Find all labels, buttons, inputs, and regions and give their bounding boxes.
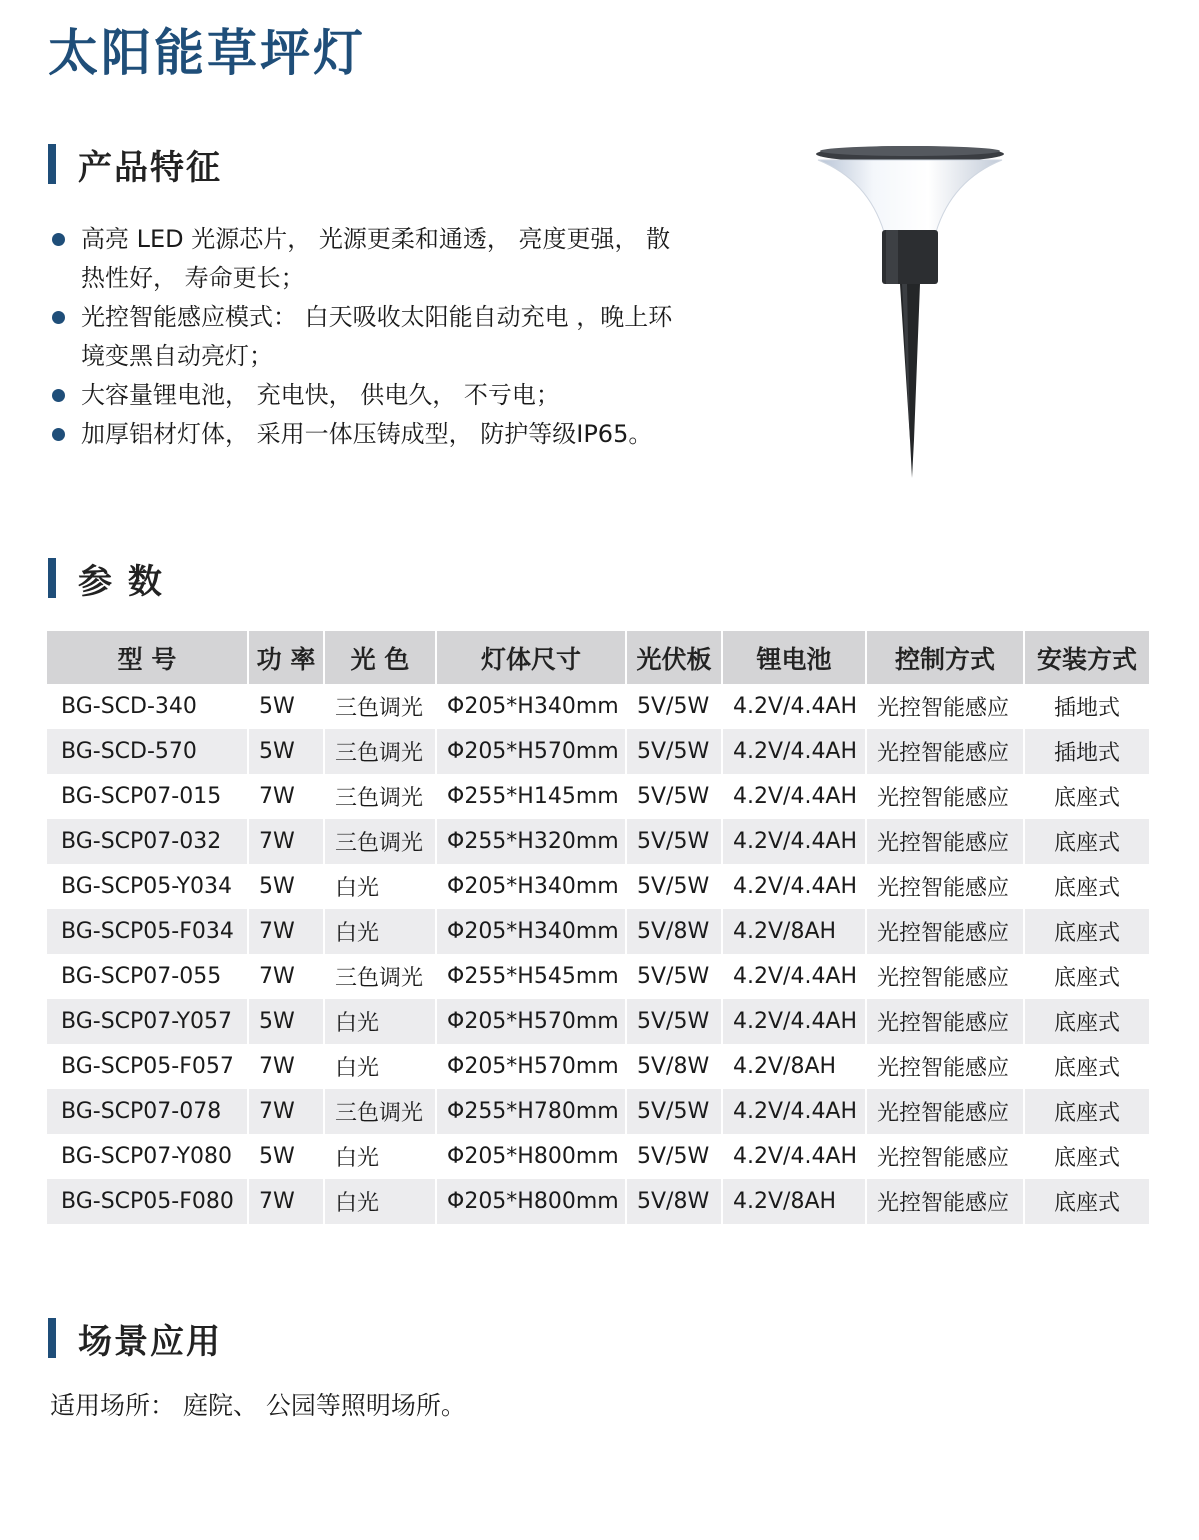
cell-light-color: 三色调光 bbox=[324, 684, 436, 729]
feature-text: 加厚铝材灯体， 采用一体压铸成型， 防护等级IP65。 bbox=[81, 420, 653, 448]
cell-model: BG-SCD-340 bbox=[47, 684, 248, 729]
section-heading-scene bbox=[48, 1316, 222, 1360]
feature-item bbox=[48, 415, 688, 454]
section-heading-params bbox=[48, 556, 164, 600]
cell-size: Φ255*H320mm bbox=[436, 819, 626, 864]
table-row bbox=[47, 774, 1149, 819]
page-title: 太阳能草坪灯 bbox=[48, 24, 366, 82]
cell-light-color: 白光 bbox=[324, 864, 436, 909]
cell-model: BG-SCD-570 bbox=[47, 729, 248, 774]
cell-control: 光控智能感应 bbox=[866, 684, 1024, 729]
cell-install: 底座式 bbox=[1024, 909, 1149, 954]
cell-solar-panel: 5V/5W bbox=[626, 1089, 722, 1134]
feature-text: 光控智能感应模式： 白天吸收太阳能自动充电 ，晚上环境变黑自动亮灯； bbox=[81, 303, 673, 370]
cell-solar-panel: 5V/5W bbox=[626, 1134, 722, 1179]
cell-size: Φ255*H545mm bbox=[436, 954, 626, 999]
cell-control: 光控智能感应 bbox=[866, 774, 1024, 819]
cell-solar-panel: 5V/5W bbox=[626, 819, 722, 864]
table-row bbox=[47, 954, 1149, 999]
table-row bbox=[47, 1044, 1149, 1089]
cell-control: 光控智能感应 bbox=[866, 819, 1024, 864]
cell-install: 底座式 bbox=[1024, 954, 1149, 999]
table-row bbox=[47, 729, 1149, 774]
cell-control: 光控智能感应 bbox=[866, 864, 1024, 909]
table-row bbox=[47, 999, 1149, 1044]
section-title-params: 参 数 bbox=[78, 561, 164, 602]
cell-solar-panel: 5V/5W bbox=[626, 954, 722, 999]
column-header-battery: 锂电池 bbox=[722, 631, 866, 684]
cell-control: 光控智能感应 bbox=[866, 1044, 1024, 1089]
cell-control: 光控智能感应 bbox=[866, 1134, 1024, 1179]
table-row bbox=[47, 1134, 1149, 1179]
column-header-power: 功 率 bbox=[248, 631, 324, 684]
cell-control: 光控智能感应 bbox=[866, 909, 1024, 954]
cell-size: Φ255*H780mm bbox=[436, 1089, 626, 1134]
cell-model: BG-SCP07-032 bbox=[47, 819, 248, 864]
cell-control: 光控智能感应 bbox=[866, 999, 1024, 1044]
cell-install: 底座式 bbox=[1024, 1134, 1149, 1179]
cell-control: 光控智能感应 bbox=[866, 729, 1024, 774]
cell-battery: 4.2V/8AH bbox=[722, 1044, 866, 1089]
scene-description: 适用场所： 庭院、 公园等照明场所。 bbox=[50, 1391, 466, 1420]
cell-size: Φ205*H340mm bbox=[436, 864, 626, 909]
cell-model: BG-SCP07-Y057 bbox=[47, 999, 248, 1044]
cell-battery: 4.2V/4.4AH bbox=[722, 819, 866, 864]
cell-solar-panel: 5V/5W bbox=[626, 684, 722, 729]
bullet-icon bbox=[52, 428, 65, 441]
cell-power: 5W bbox=[248, 1134, 324, 1179]
feature-item bbox=[48, 376, 688, 415]
section-accent-bar bbox=[48, 558, 56, 598]
cell-size: Φ205*H340mm bbox=[436, 684, 626, 729]
cell-battery: 4.2V/4.4AH bbox=[722, 729, 866, 774]
cell-size: Φ205*H800mm bbox=[436, 1134, 626, 1179]
cell-light-color: 三色调光 bbox=[324, 774, 436, 819]
cell-solar-panel: 5V/8W bbox=[626, 1044, 722, 1089]
section-title-scene: 场景应用 bbox=[78, 1321, 222, 1362]
cell-power: 7W bbox=[248, 954, 324, 999]
cell-install: 底座式 bbox=[1024, 1044, 1149, 1089]
cell-battery: 4.2V/4.4AH bbox=[722, 864, 866, 909]
cell-battery: 4.2V/4.4AH bbox=[722, 1089, 866, 1134]
section-title-features: 产品特征 bbox=[78, 147, 222, 188]
feature-text: 大容量锂电池， 充电快， 供电久， 不亏电； bbox=[81, 381, 560, 409]
cell-control: 光控智能感应 bbox=[866, 1179, 1024, 1224]
cell-light-color: 白光 bbox=[324, 1134, 436, 1179]
feature-item bbox=[48, 220, 688, 298]
cell-battery: 4.2V/8AH bbox=[722, 1179, 866, 1224]
column-header-light-color: 光 色 bbox=[324, 631, 436, 684]
cell-control: 光控智能感应 bbox=[866, 954, 1024, 999]
cell-install: 底座式 bbox=[1024, 1179, 1149, 1224]
cell-size: Φ255*H145mm bbox=[436, 774, 626, 819]
cell-power: 7W bbox=[248, 819, 324, 864]
table-row bbox=[47, 1089, 1149, 1134]
column-header-model: 型 号 bbox=[47, 631, 248, 684]
cell-solar-panel: 5V/5W bbox=[626, 999, 722, 1044]
cell-size: Φ205*H570mm bbox=[436, 999, 626, 1044]
table-row bbox=[47, 684, 1149, 729]
cell-size: Φ205*H800mm bbox=[436, 1179, 626, 1224]
cell-battery: 4.2V/4.4AH bbox=[722, 954, 866, 999]
section-heading-features bbox=[48, 142, 222, 186]
cell-light-color: 三色调光 bbox=[324, 1089, 436, 1134]
cell-battery: 4.2V/4.4AH bbox=[722, 684, 866, 729]
feature-text: 高亮 LED 光源芯片， 光源更柔和通透， 亮度更强， 散热性好， 寿命更长； bbox=[81, 225, 671, 292]
cell-power: 5W bbox=[248, 729, 324, 774]
cell-size: Φ205*H570mm bbox=[436, 729, 626, 774]
cell-install: 底座式 bbox=[1024, 819, 1149, 864]
table-row bbox=[47, 864, 1149, 909]
section-accent-bar bbox=[48, 144, 56, 184]
cell-light-color: 白光 bbox=[324, 999, 436, 1044]
table-header-row bbox=[47, 631, 1149, 684]
spec-table bbox=[47, 631, 1149, 1224]
table-row bbox=[47, 1179, 1149, 1224]
cell-power: 7W bbox=[248, 1044, 324, 1089]
cell-size: Φ205*H570mm bbox=[436, 1044, 626, 1089]
cell-power: 7W bbox=[248, 909, 324, 954]
cell-model: BG-SCP05-F034 bbox=[47, 909, 248, 954]
cell-power: 5W bbox=[248, 684, 324, 729]
bullet-icon bbox=[52, 233, 65, 246]
cell-install: 底座式 bbox=[1024, 999, 1149, 1044]
cell-power: 5W bbox=[248, 864, 324, 909]
cell-solar-panel: 5V/5W bbox=[626, 774, 722, 819]
cell-solar-panel: 5V/5W bbox=[626, 864, 722, 909]
cell-power: 7W bbox=[248, 1179, 324, 1224]
cell-light-color: 白光 bbox=[324, 909, 436, 954]
column-header-install: 安装方式 bbox=[1024, 631, 1149, 684]
product-image-solar-lawn-lamp bbox=[808, 140, 1018, 485]
cell-power: 5W bbox=[248, 999, 324, 1044]
cell-solar-panel: 5V/5W bbox=[626, 729, 722, 774]
feature-item bbox=[48, 298, 688, 376]
cell-install: 插地式 bbox=[1024, 729, 1149, 774]
feature-list bbox=[48, 220, 688, 454]
table-row bbox=[47, 909, 1149, 954]
cell-solar-panel: 5V/8W bbox=[626, 909, 722, 954]
table-row bbox=[47, 819, 1149, 864]
cell-light-color: 白光 bbox=[324, 1044, 436, 1089]
cell-model: BG-SCP05-F080 bbox=[47, 1179, 248, 1224]
cell-install: 底座式 bbox=[1024, 774, 1149, 819]
bullet-icon bbox=[52, 389, 65, 402]
cell-model: BG-SCP07-Y080 bbox=[47, 1134, 248, 1179]
column-header-solar-panel: 光伏板 bbox=[626, 631, 722, 684]
cell-size: Φ205*H340mm bbox=[436, 909, 626, 954]
column-header-control: 控制方式 bbox=[866, 631, 1024, 684]
cell-model: BG-SCP05-Y034 bbox=[47, 864, 248, 909]
cell-battery: 4.2V/4.4AH bbox=[722, 774, 866, 819]
cell-model: BG-SCP05-F057 bbox=[47, 1044, 248, 1089]
cell-light-color: 三色调光 bbox=[324, 819, 436, 864]
section-accent-bar bbox=[48, 1318, 56, 1358]
cell-battery: 4.2V/8AH bbox=[722, 909, 866, 954]
cell-battery: 4.2V/4.4AH bbox=[722, 1134, 866, 1179]
column-header-size: 灯体尺寸 bbox=[436, 631, 626, 684]
cell-battery: 4.2V/4.4AH bbox=[722, 999, 866, 1044]
cell-install: 插地式 bbox=[1024, 684, 1149, 729]
cell-light-color: 三色调光 bbox=[324, 954, 436, 999]
cell-control: 光控智能感应 bbox=[866, 1089, 1024, 1134]
cell-light-color: 三色调光 bbox=[324, 729, 436, 774]
cell-light-color: 白光 bbox=[324, 1179, 436, 1224]
cell-model: BG-SCP07-055 bbox=[47, 954, 248, 999]
cell-solar-panel: 5V/8W bbox=[626, 1179, 722, 1224]
cell-power: 7W bbox=[248, 1089, 324, 1134]
cell-install: 底座式 bbox=[1024, 1089, 1149, 1134]
cell-model: BG-SCP07-078 bbox=[47, 1089, 248, 1134]
cell-model: BG-SCP07-015 bbox=[47, 774, 248, 819]
bullet-icon bbox=[52, 311, 65, 324]
cell-install: 底座式 bbox=[1024, 864, 1149, 909]
cell-power: 7W bbox=[248, 774, 324, 819]
